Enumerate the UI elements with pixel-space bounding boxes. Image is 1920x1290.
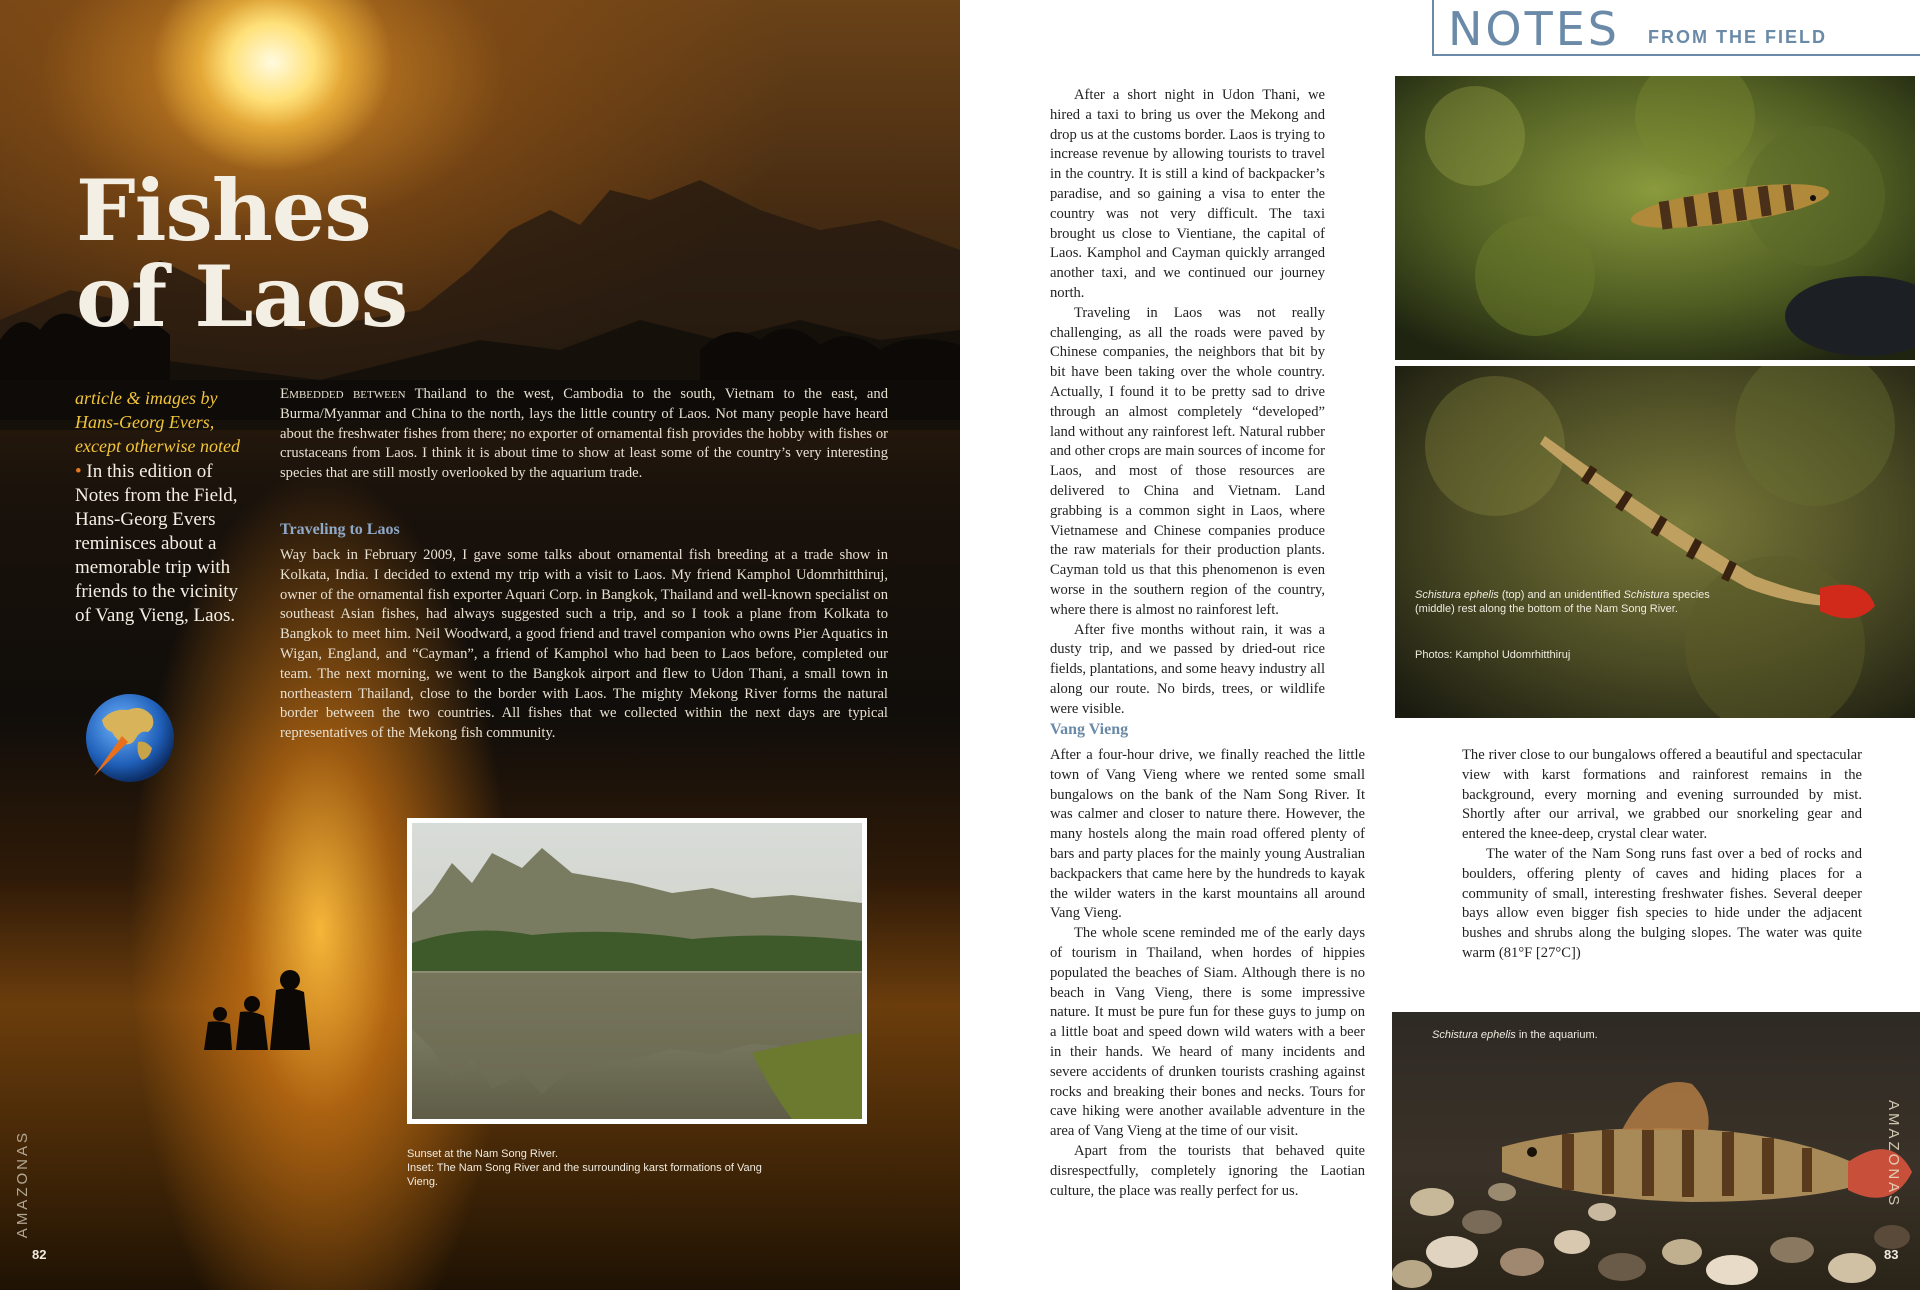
title-line-2: of Laos	[76, 247, 408, 346]
left-caption	[407, 1147, 767, 1189]
caption-species-1: Schistura ephelis	[1415, 589, 1499, 601]
section-body-traveling: Way back in February 2009, I gave some talks about ornamental fish breeding at a trade show in Kolkata, India. I decided to extend my trip with a visit to Laos. My friend Kamphol Udomrhitthiruj, owner of the ornamental fish exporter Aquari Corp. in Bangkok, Thailand and well-known specialist on southeast Asian fishes, had always suggested such a trip, and so I took a plane from Kolkata to Bangkok to meet him. Neil Woodward, a good friend and travel companion who owns Pier Aquatics in Wigan, England, and “Cayman”, a friend of Kamphol who had been to Laos before, completed our team. The next morning, we went to the Bangkok airport and flew to Udon Thani, a small town in northeastern Thailand, close to the border with Laos. The mighty Mekong River forms the natural border between the two countries. All fishes that we collected within the next days are typical representatives of the Mekong fish community.	[280, 547, 888, 742]
river-landscape-image	[412, 823, 862, 1119]
byline: article & images by Hans-Georg Evers, except otherwise noted	[75, 388, 240, 456]
section-heading-traveling: Traveling to Laos	[280, 521, 400, 538]
photo-schistura-aquarium	[1392, 1012, 1920, 1290]
col3-paragraph-1: The river close to our bungalows offered a beautiful and spectacular view with karst formations and rainforest remains in the background, every morning and evening surrounded by mist. Shortly after our arrival, we grabbed our snorkeling gear and entered the knee-deep, crystal clear water.	[1462, 747, 1862, 843]
bullet-dot: •	[75, 461, 82, 482]
caption-line-1: Sunset at the Nam Song River.	[407, 1148, 559, 1160]
lead-rest: Thailand to the west, Cambodia to the south, Vietnam to the east, and Burma/Myanmar and China to the north, lays the little country of Laos. Not many people have heard about the freshwater fishes from there; no exporter of ornamental fish provides the hobby with fishes or crustaceans from Laos. I think it is about time to show at least some of the country’s very interesting species that are still mostly overlooked by the aquarium trade.	[280, 386, 888, 482]
section-heading-vang-vieng: Vang Vieng	[1050, 721, 1129, 738]
col2-paragraph-1: After a four-hour drive, we finally reached the little town of Vang Vieng where we rented some small bungalows on the bank of the Nam Song River. It was calmer and closer to nature there. However, the many hostels along the main road offered plenty of bars and party places for the mainly young Australian backpackers that came here by the hundreds to kayak the wilder waters in the karst mountains all around Vang Vieng.	[1050, 747, 1365, 922]
intro-body: In this edition of Notes from the Field, Hans-Georg Evers reminisces about a memorable trip with friends to the vicinity of Vang Vieng, Laos.	[75, 461, 239, 626]
right-page	[960, 0, 1920, 1290]
page-number-right: 83	[1884, 1247, 1899, 1262]
caption-species-2: Schistura	[1623, 589, 1670, 601]
caption-mid-1: (top) and an unidentified	[1498, 589, 1624, 601]
amazonas-logo-left: AMAZONAS	[14, 1130, 31, 1239]
col3-paragraph-2: The water of the Nam Song runs fast over a bed of rocks and boulders, offering plenty of caves and hiding places for a community of small, interesting freshwater fishes. Several deeper bays allow even bigger fish species to hide under the adjacent bushes and shrubs along the bulging slopes. The water was quite warm (81°F [27°C])	[1462, 845, 1862, 961]
globe-icon	[82, 690, 178, 786]
lead-smallcaps: Embedded between	[280, 386, 406, 402]
col1-paragraph-3: After five months without rain, it was a dusty trip, and we passed by dried-out rice fields, plantations, and some heavy industry all along our route. No birds, trees, or wildlife were visible.	[1050, 621, 1325, 717]
fish-photo-aquarium	[1392, 1012, 1920, 1290]
photo-schistura-top	[1395, 76, 1915, 360]
people-silhouette	[180, 960, 330, 1050]
col2-paragraph-2: The whole scene reminded me of the early days of tourism in Thailand, when hordes of hippies populated the beaches of Siam. Although there is no beach in Vang Vieng, there is some impressive nature. It must be pure fun for these guys to jump on a little boat and speed down wild waters with a beer in their hands. We heard of many incidents and severe accidents of drunken tourists crashing against rocks and breaking their bones and necks. Tours for cave hiking were another available adventure in the area of Vang Vieng at the time of our visit.	[1050, 925, 1365, 1140]
page-number-left: 82	[32, 1247, 47, 1262]
col1-paragraph-2: Traveling in Laos was not really challenging, as all the roads were paved by Chinese companies, the neighbors that bit by bit have been taking over the whole country. Actually, I found it to be pretty sad to drive through an almost completely “developed” land without any rainforest left. Natural rubber and other crops are main sources of income for Laos, and most of those resources are delivered to China and Vietnam. Land grabbing is a common sight in Laos, where Vietnamese and Chinese companies produce the raw materials for their production plants. Cayman told us that this phenomenon is even worse in the southern region of the country, where there is almost no rainforest left.	[1050, 304, 1325, 618]
fish-photo-middle	[1395, 366, 1915, 718]
header-from-the-field: FROM THE FIELD	[1648, 27, 1827, 47]
aquarium-caption-rest: in the aquarium.	[1515, 1029, 1598, 1041]
intro-text	[75, 460, 255, 628]
header-notes: NOTES	[1448, 2, 1620, 56]
amazonas-logo-right: AMAZONAS	[1885, 1100, 1902, 1209]
caption-line-2: Inset: The Nam Song River and the surrounding karst formations of Vang Vieng.	[407, 1162, 762, 1188]
caption-mid-2: species (middle) rest along the bottom of the Nam Song River.	[1415, 589, 1710, 615]
photo-caption-river	[1415, 588, 1715, 616]
fish-photo-top	[1395, 76, 1915, 360]
article-title	[76, 161, 408, 346]
column-3	[1462, 746, 1862, 964]
column-2	[1050, 746, 1365, 1201]
column-1	[1050, 86, 1325, 720]
aquarium-caption	[1432, 1028, 1732, 1042]
photo-credit: Photos: Kamphol Udomrhitthiruj	[1415, 649, 1571, 661]
inset-photo-nam-song-river	[407, 818, 867, 1124]
photo-schistura-middle	[1395, 366, 1915, 718]
aquarium-caption-species: Schistura ephelis	[1432, 1029, 1516, 1041]
section-header	[1432, 0, 1920, 56]
col2-paragraph-3: Apart from the tourists that behaved quite disrespectfully, completely ignoring the Laotian culture, the place was really perfect for us.	[1050, 1142, 1365, 1199]
lead-paragraph	[280, 385, 888, 484]
col1-paragraph-1: After a short night in Udon Thani, we hired a taxi to bring us over the Mekong and drop us at the customs border. Laos is trying to increase revenue by allowing tourists to travel in the country. It is still a kind of backpacker’s paradise, and so gaining a visa to enter the country was not very difficult. The taxi brought us close to Vientiane, the capital of Laos. Kamphol and Cayman quickly arranged another taxi, and we continued our journey north.	[1050, 87, 1325, 301]
title-line-1: Fishes	[76, 161, 371, 260]
